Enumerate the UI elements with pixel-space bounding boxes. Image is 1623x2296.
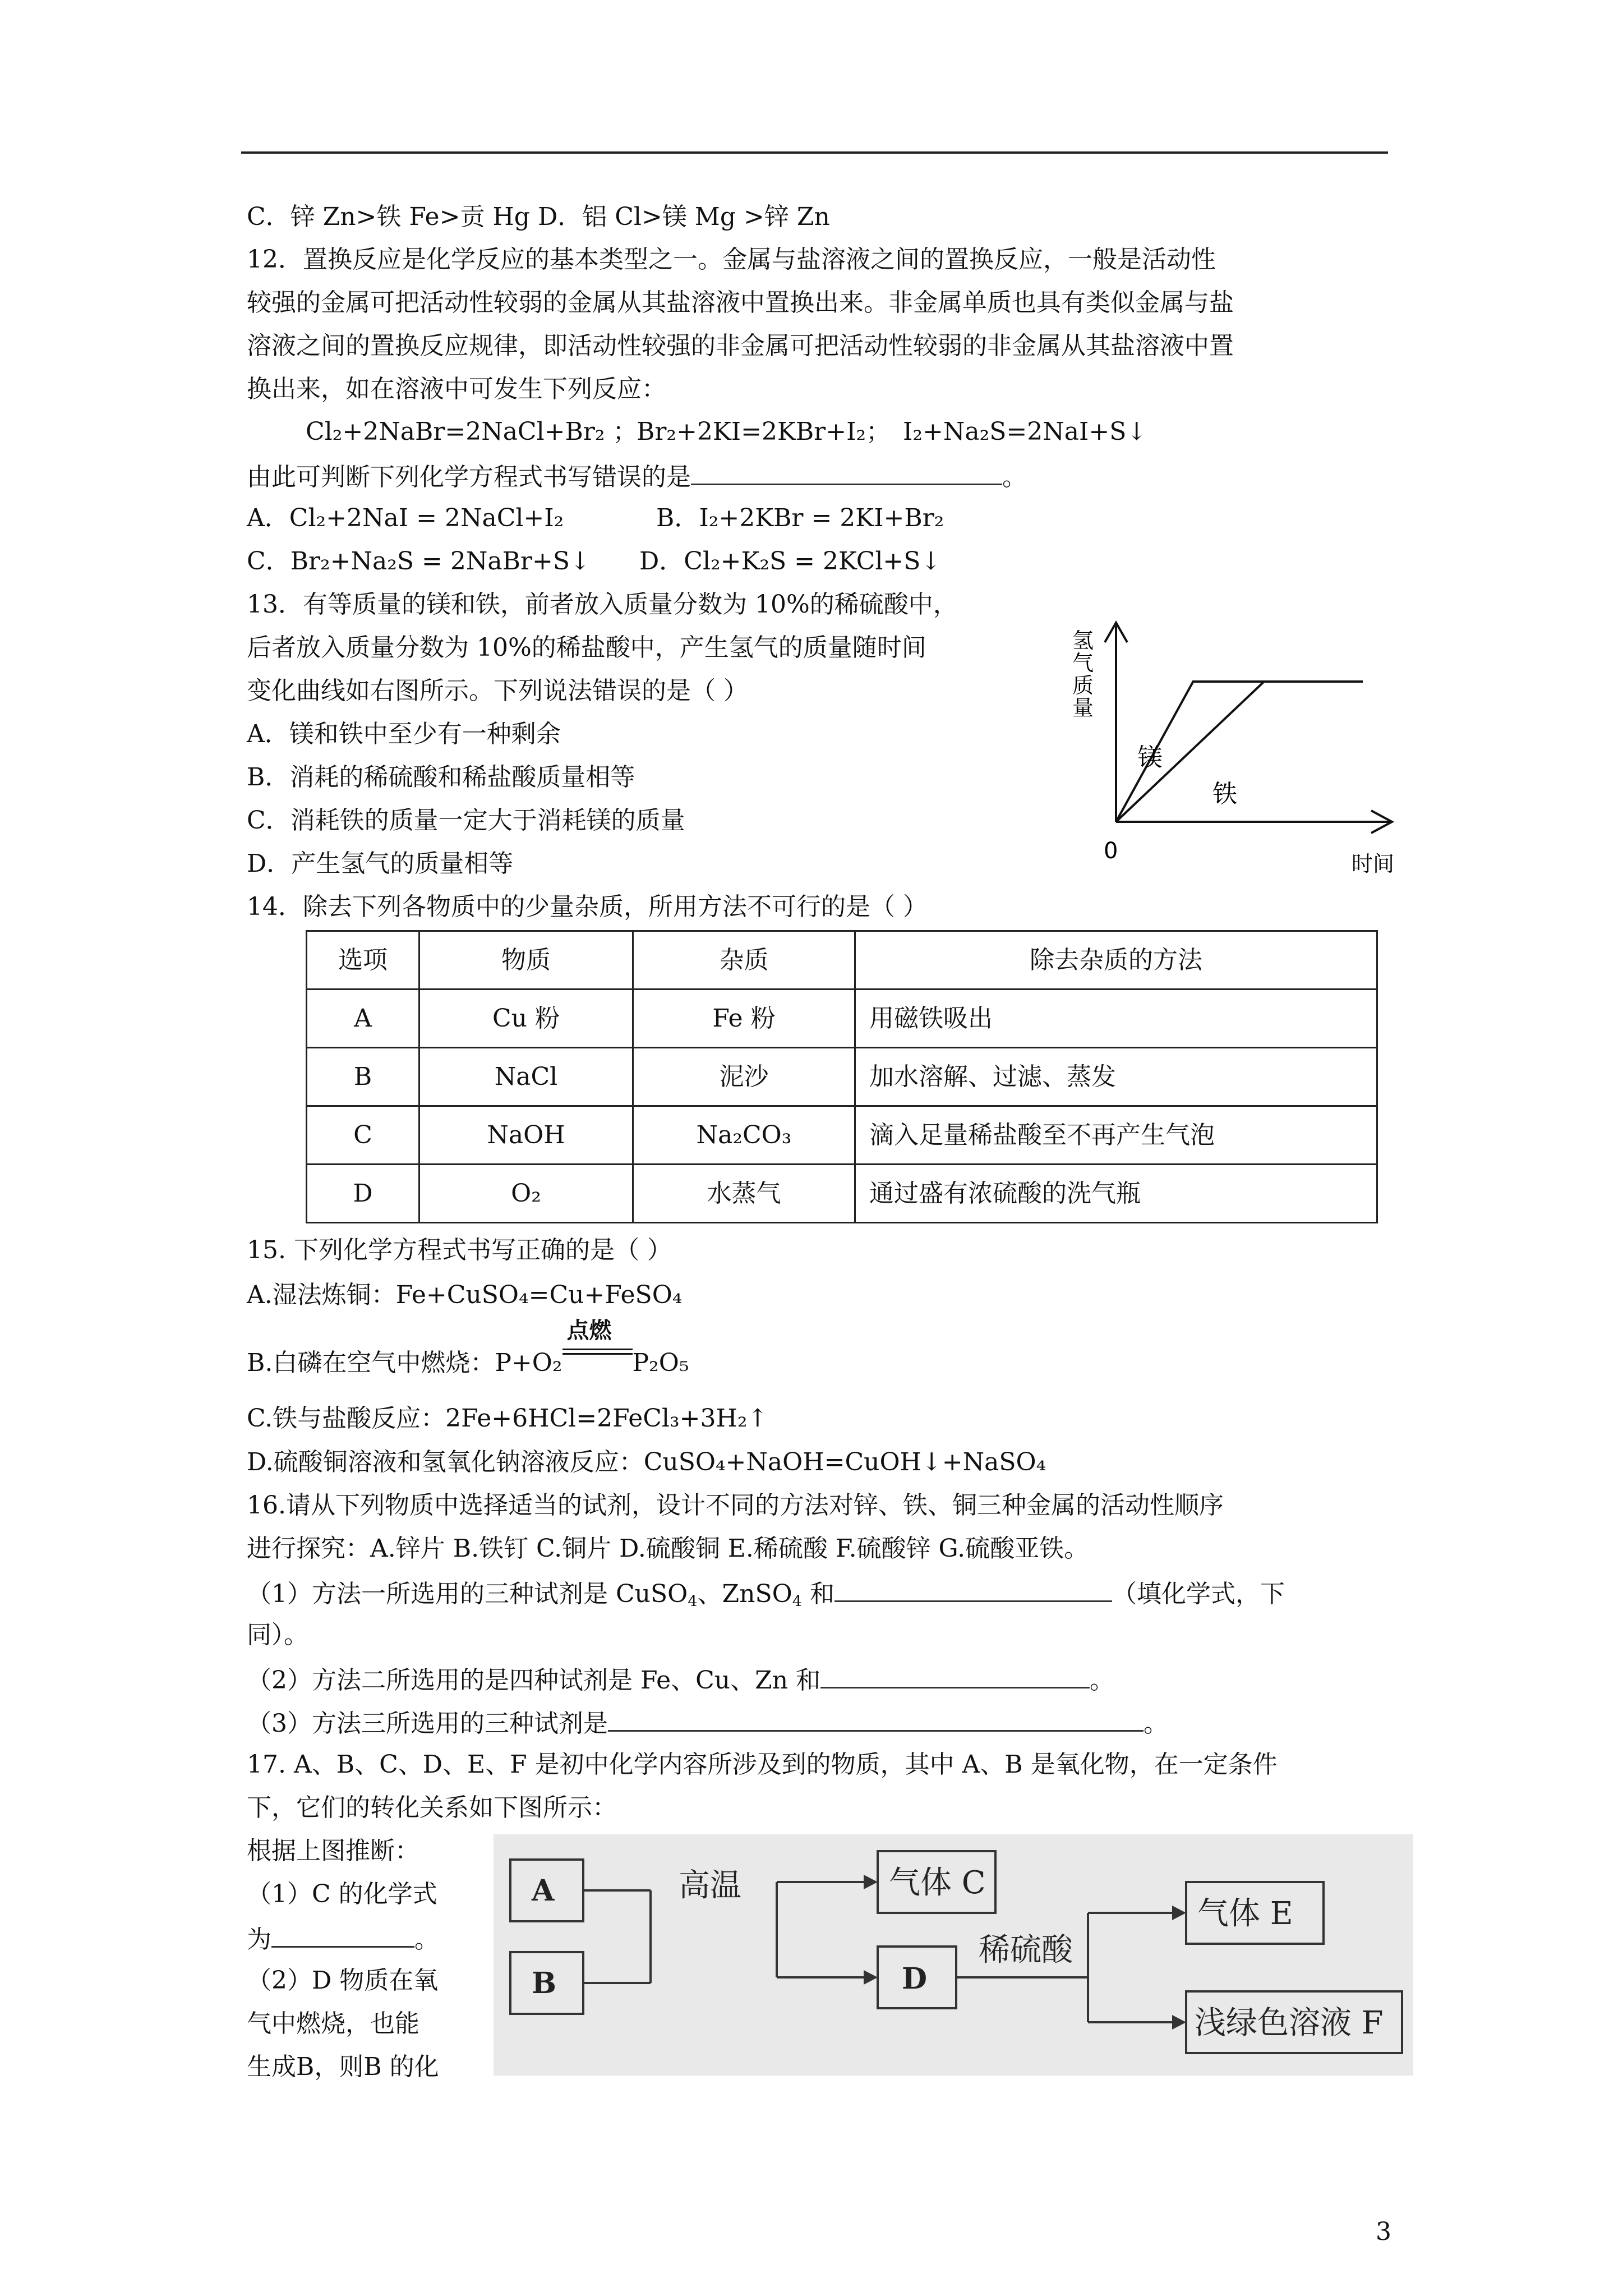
page-number: 3 xyxy=(1376,2217,1391,2246)
q13-text-line2: 后者放入质量分数为 10%的稀盐酸中，产生氢气的质量随时间 xyxy=(247,633,926,662)
q12-reaction-3: I₂+Na₂S=2NaI+S↓ xyxy=(903,417,1147,446)
q14-cell: NaCl xyxy=(419,1048,633,1106)
q12-reaction-1: Cl₂+2NaBr=2NaCl+Br₂ ； xyxy=(306,417,638,446)
q13-ylabel: 氢气质量 xyxy=(1072,628,1094,720)
q15-condition-arrow xyxy=(562,1318,633,1371)
table-row xyxy=(307,1165,1377,1223)
q14-cell: C xyxy=(307,1106,419,1165)
q14-cell: Na₂CO₃ xyxy=(633,1106,855,1165)
q14-cell: 水蒸气 xyxy=(633,1165,855,1223)
q14-cell: 泥沙 xyxy=(633,1048,855,1106)
q16-part1: （1）方法一所选用的三种试剂是 CuSO$_4$、ZnSO$_4$ 和 （填化学式，下 xyxy=(247,1576,1285,1610)
table-row xyxy=(307,1106,1377,1165)
q15-text: 15. 下列化学方程式书写正确的是（ ） xyxy=(247,1236,672,1264)
q17-side-line3-end: 。 xyxy=(414,1925,439,1954)
q13-series-label: 铁 xyxy=(1212,780,1237,808)
q12-question-text: 由此可判断下列化学方程式书写错误的是 xyxy=(247,463,691,491)
q12-question-end: 。 xyxy=(1002,463,1027,491)
q15-condition-line-bottom xyxy=(562,1353,633,1355)
q14-cell: Fe 粉 xyxy=(633,990,855,1048)
q17-side-line3 xyxy=(247,1921,439,1955)
q16-part2-blank[interactable] xyxy=(820,1662,1090,1688)
q16-part2-end: 。 xyxy=(1090,1666,1115,1695)
q16-part1-text3: 和 xyxy=(802,1580,835,1608)
q16-part1-cont: 同）。 xyxy=(247,1621,308,1649)
q12-option-a: A．Cl₂+2NaI = 2NaCl+I₂ xyxy=(247,504,564,532)
q12-question xyxy=(247,459,1027,493)
q13-option-a: A．镁和铁中至少有一种剩余 xyxy=(247,720,561,748)
q17-label-c: 气体 C xyxy=(889,1865,986,1901)
q16-part3-blank[interactable] xyxy=(608,1705,1144,1732)
q14-cell: 加水溶解、过滤、蒸发 xyxy=(855,1048,1377,1106)
q15-condition-line-top xyxy=(562,1349,633,1350)
q16-part3-text: （3）方法三所选用的三种试剂是 xyxy=(247,1709,608,1738)
q17-label-cond2: 稀硫酸 xyxy=(979,1932,1073,1968)
q16-text-line1: 16.请从下列物质中选择适当的试剂，设计不同的方法对锌、铁、铜三种金属的活动性顺序 xyxy=(247,1491,1224,1520)
q17-flow-diagram xyxy=(494,1834,1413,2076)
q14-header-substance: 物质 xyxy=(419,931,633,990)
q17-side-line6: 生成B，则B 的化 xyxy=(247,2053,439,2081)
q15-option-b xyxy=(247,1318,689,1379)
q13-option-b: B．消耗的稀硫酸和稀盐酸质量相等 xyxy=(247,763,635,792)
q11-options-cd: C．锌 Zn>铁 Fe>贡 Hg D．铝 Cl>镁 Mg >锌 Zn xyxy=(247,203,830,231)
q17-label-e: 气体 E xyxy=(1197,1895,1293,1932)
q12-option-d: D．Cl₂+K₂S = 2KCl+S↓ xyxy=(639,547,942,576)
q14-cell: Cu 粉 xyxy=(419,990,633,1048)
q13-xlabel: 时间 xyxy=(1352,852,1395,876)
q13-series-group xyxy=(1116,682,1363,822)
q16-part2 xyxy=(247,1662,1114,1696)
q16-part1-text: （1）方法一所选用的三种试剂是 CuSO xyxy=(247,1580,688,1608)
q17-part1-blank[interactable] xyxy=(271,1921,414,1948)
q15-option-a: A.湿法炼铜：Fe+CuSO₄=Cu+FeSO₄ xyxy=(247,1281,683,1309)
q17-side-line5: 气中燃烧，也能 xyxy=(247,2009,419,2038)
q16-part3 xyxy=(247,1705,1168,1740)
q16-part3-end: 。 xyxy=(1144,1709,1168,1738)
table-row xyxy=(307,1048,1377,1106)
q12-answer-blank[interactable] xyxy=(691,459,1002,485)
q14-table xyxy=(306,930,1378,1223)
q17-label-a: A xyxy=(532,1874,555,1908)
q14-cell: 通过盛有浓硫酸的洗气瓶 xyxy=(855,1165,1377,1223)
q14-header-option: 选项 xyxy=(307,931,419,990)
q14-cell: NaOH xyxy=(419,1106,633,1165)
q17-label-b: B xyxy=(532,1966,556,2000)
q15-option-d: D.硫酸铜溶液和氢氧化钠溶液反应：CuSO₄+NaOH=CuOH↓+NaSO₄ xyxy=(247,1448,1046,1476)
q16-part2-text: （2）方法二所选用的是四种试剂是 Fe、Cu、Zn 和 xyxy=(247,1666,821,1695)
q17-label-cond1: 高温 xyxy=(679,1867,741,1904)
q13-origin: 0 xyxy=(1104,838,1118,864)
q16-part1-text4: （填化学式，下 xyxy=(1112,1580,1285,1608)
table-row xyxy=(307,990,1377,1048)
header-rule xyxy=(241,151,1388,154)
q12-text-line3: 溶液之间的置换反应规律，即活动性较强的非金属可把活动性较弱的非金属从其盐溶液中置 xyxy=(247,332,1234,360)
q16-part1-blank[interactable] xyxy=(834,1576,1112,1602)
q12-reaction-2: Br₂+2KI=2KBr+I₂； xyxy=(637,417,891,446)
q15-condition-text: 点燃 xyxy=(566,1318,612,1343)
q14-header-impurity: 杂质 xyxy=(633,931,855,990)
q12-option-c: C．Br₂+Na₂S = 2NaBr+S↓ xyxy=(247,547,591,576)
q14-cell: D xyxy=(307,1165,419,1223)
q13-text-line3: 变化曲线如右图所示。下列说法错误的是（ ） xyxy=(247,677,748,705)
q13-series-label: 镁 xyxy=(1137,743,1163,772)
q16-text-line2: 进行探究：A.锌片 B.铁钉 C.铜片 D.硫酸铜 E.稀硫酸 F.硫酸锌 G.硫酸亚铁。 xyxy=(247,1534,1089,1563)
q12-text-line1: 12．置换反应是化学反应的基本类型之一。金属与盐溶液之间的置换反应，一般是活动性 xyxy=(247,245,1216,274)
q13-option-d: D．产生氢气的质量相等 xyxy=(247,849,514,878)
q16-part1-text2: 、ZnSO xyxy=(697,1580,792,1608)
q15-option-c: C.铁与盐酸反应：2Fe+6HCl=2FeCl₃+3H₂↑ xyxy=(247,1404,768,1433)
q14-cell: 滴入足量稀盐酸至不再产生气泡 xyxy=(855,1106,1377,1165)
q17-text-line2: 下，它们的转化关系如下图所示： xyxy=(247,1793,617,1822)
q15-option-b-right: P₂O₅ xyxy=(632,1349,689,1377)
q14-header-row xyxy=(307,931,1377,990)
q12-option-b: B．I₂+2KBr = 2KI+Br₂ xyxy=(656,504,944,532)
q17-text-line1: 17. A、B、C、D、E、F 是初中化学内容所涉及到的物质，其中 A、B 是氧化物，在一定条件 xyxy=(247,1750,1278,1779)
q14-cell: B xyxy=(307,1048,419,1106)
q17-label-d: D xyxy=(902,1962,928,1996)
q13-text-line1: 13．有等质量的镁和铁，前者放入质量分数为 10%的稀硫酸中， xyxy=(247,590,958,619)
q17-side-line2: （1）C 的化学式 xyxy=(247,1880,437,1908)
q14-cell: 用磁铁吸出 xyxy=(855,990,1377,1048)
q17-side-line3-text: 为 xyxy=(247,1925,271,1954)
q13-graph xyxy=(1060,609,1408,886)
q15-option-b-left: B.白磷在空气中燃烧：P+O₂ xyxy=(247,1349,562,1377)
q14-cell: A xyxy=(307,990,419,1048)
q17-label-f: 浅绿色溶液 F xyxy=(1195,2005,1384,2041)
q17-side-line4: （2）D 物质在氧 xyxy=(247,1966,439,1995)
q12-text-line2: 较强的金属可把活动性较弱的金属从其盐溶液中置换出来。非金属单质也具有类似金属与盐 xyxy=(247,288,1234,317)
q12-text-line4: 换出来，如在溶液中可发生下列反应： xyxy=(247,375,666,403)
q14-cell: O₂ xyxy=(419,1165,633,1223)
q13-option-c: C．消耗铁的质量一定大于消耗镁的质量 xyxy=(247,806,685,835)
q14-text: 14．除去下列各物质中的少量杂质，所用方法不可行的是（ ） xyxy=(247,892,928,921)
q17-side-line1: 根据上图推断： xyxy=(247,1837,419,1865)
q14-header-method: 除去杂质的方法 xyxy=(855,931,1377,990)
